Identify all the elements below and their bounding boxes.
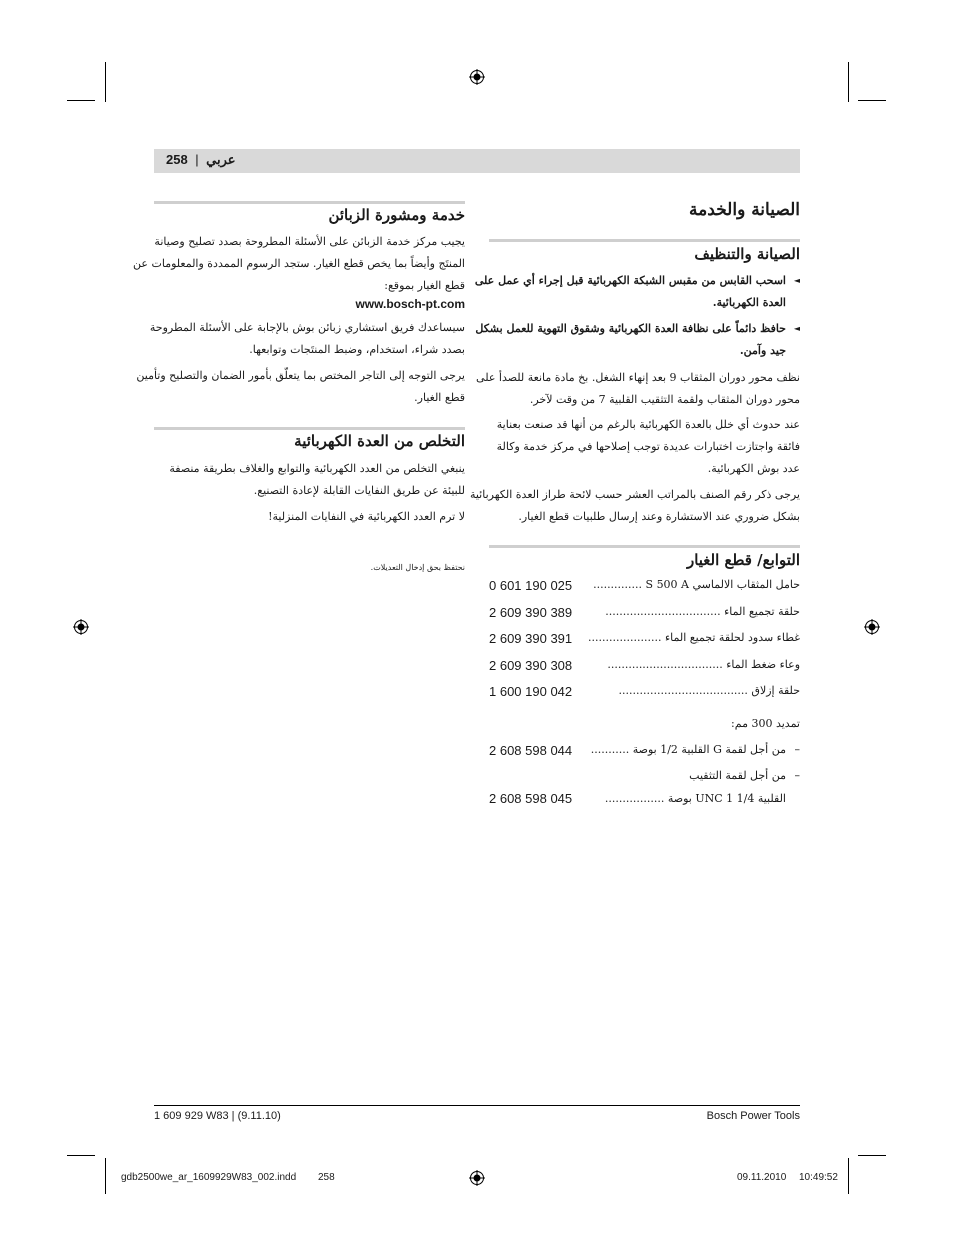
heading-accessories-spare-parts: التوابع/ قطع الغيار [686,551,800,569]
paragraph-line: عند حدوث أي خلل بالعدة الكهربائية بالرغم من أنها قد صنعت بعناية [496,418,800,431]
part-label: القلبية UNC 1 1/4 بوصة ................. [604,792,786,805]
part-label: حلقة إزلاق ..................................... [618,684,800,697]
crop-mark [105,1158,106,1194]
registration-mark-icon [469,1170,485,1186]
part-label: من أجل لقمة التثقيب [689,769,786,782]
crop-mark [858,100,886,101]
bullet-text: اسحب القابس من مقبس الشبكة الكهربائية قبل إجراء أي عمل على [474,274,786,287]
list-item [489,684,800,704]
paragraph-line: محور دوران المثقاب ولقمة التثقيب القلبية 7 من وقت لآخر. [529,393,800,406]
part-number: 2 609 390 391 [489,631,573,646]
bullet-text: جيد وآمن. [739,344,786,357]
crop-mark [848,1158,849,1194]
brand-label: Bosch Power Tools [706,1110,800,1122]
part-number: 2 609 390 308 [489,658,573,673]
paragraph-line: بصدد شراء، استخدام، وضبط المنتَجات وتوابعها. [249,343,465,356]
list-item [489,658,800,678]
part-number: 0 601 190 025 [489,578,573,593]
part-number: 2 608 598 045 [489,791,573,806]
bullet-arrow-icon: ◄ [793,276,800,285]
paragraph-line: نظف محور دوران المثقاب 9 بعد إنهاء الشغل. بخ مادة مانعة للصدأ على [476,371,800,384]
page-header-bar [154,149,800,173]
heading-maintenance-cleaning: الصيانة والتنظيف [694,245,800,263]
section-rule [489,239,800,242]
paragraph-repair [489,414,800,480]
paragraph-dealer [136,365,465,409]
website-link[interactable]: www.bosch-pt.com [355,297,465,311]
paragraph-line: المنتَج وأيضاً بما يخص قطع الغيار. ستجد الرسوم الممددة والمعلومات عن [133,257,465,270]
footer-rule [154,1105,800,1106]
file-date: 09.11.2010 [737,1172,787,1183]
file-time: 10:49:52 [799,1172,838,1183]
crop-mark [858,1155,886,1156]
language-label: عربي [206,153,236,168]
list-item [489,605,800,625]
heading-customer-service: خدمة ومشورة الزبائن [328,206,465,224]
registration-mark-icon [864,619,880,635]
crop-mark [105,62,106,102]
part-number: 2 609 390 389 [489,605,573,620]
modification-notice: نحتفظ بحق إدخال التعديلات. [370,563,465,572]
section-rule [489,545,800,548]
bullet-text: حافظ دائماً على نظافة العدة الكهربائية وشقوق التهوية للعمل بشكل [475,322,786,335]
section-rule [154,201,465,204]
heading-disposal: التخلص من العدة الكهربائية [294,432,465,450]
page-number: 258 [166,152,188,167]
document-code: 1 609 929 W83 | (9.11.10) [154,1110,281,1122]
paragraph-line: فائقة واجتازت اختبارات عديدة توجب إصلاحها في مركز خدمة وكالة [496,440,800,453]
part-label: غطاء سدود لحلقة تجميع الماء ..................... [588,631,800,644]
paragraph-line: ينبغي التخلص من العدد الكهربائية والتوابع والغلاف بطريقة منصفة [169,462,465,475]
part-label: وعاء ضغط الماء ................................. [607,658,800,671]
part-label: من أجل لقمة G القلبية 1/2 بوصة ........... [590,743,786,756]
extension-label: تمديد 300 مم: [731,717,800,730]
list-item [489,769,800,813]
paragraph-line: يرجى التوجه إلى التاجر المختص بما يتعلّق بأمور الضمان والتصليح وتأمين [136,369,465,382]
paragraph-household-waste: لا ترم العدد الكهربائية في النفايات المنزلية! [268,510,465,523]
part-label: حلقة تجميع الماء ................................. [605,605,800,618]
registration-mark-icon [73,619,89,635]
paragraph-line: يجيب مركز خدمة الزبائن على الأسئلة المطروحة بصدد تصليح وصيانة [154,235,465,248]
list-item [489,578,800,598]
list-item [489,631,800,651]
bullet-arrow-icon: ◄ [793,324,800,333]
crop-mark [848,62,849,102]
file-page: 258 [318,1172,335,1183]
part-number: 2 608 598 044 [489,743,573,758]
crop-mark [67,100,95,101]
dash-marker: – [794,769,800,782]
paragraph-line: سيساعدك فريق استشاري زبائن بوش بالإجابة على الأسئلة المطروحة [149,321,465,334]
paragraph-article-number [469,484,800,528]
list-item [489,743,800,763]
bullet-text: العدة الكهربائية. [712,296,786,309]
paragraph-consulting-team [149,317,465,361]
registration-mark-icon [469,69,485,85]
section-title-maintenance-service: الصيانة والخدمة [689,200,800,220]
paragraph-disposal [154,458,465,502]
part-label: حامل المثقاب الالماسي S 500 A .............. [593,578,800,591]
crop-mark [67,1155,95,1156]
paragraph-line: يرجى ذكر رقم الصنف بالمراتب العشر حسب لائحة طراز العدة الكهربائية [469,488,800,501]
header-separator: | [195,152,199,167]
section-rule [154,427,465,430]
file-name: gdb2500we_ar_1609929W83_002.indd [121,1172,297,1183]
paragraph-customer-service [133,231,465,297]
paragraph-line: للبيئة عن طريق النفايات القابلة لإعادة التصنيع. [253,484,465,497]
paragraph-clean-spindle [476,367,800,411]
part-number: 1 600 190 042 [489,684,573,699]
paragraph-line: بشكل ضروري عند الاستشارة وعند إرسال طلبيات قطع الغيار. [518,510,800,523]
paragraph-line: قطع الغيار بموقع: [384,279,465,292]
paragraph-line: قطع الغيار. [414,391,465,404]
page-header-label [166,152,236,168]
dash-marker: – [794,743,800,756]
paragraph-line: عدد بوش الكهربائية. [707,462,800,475]
